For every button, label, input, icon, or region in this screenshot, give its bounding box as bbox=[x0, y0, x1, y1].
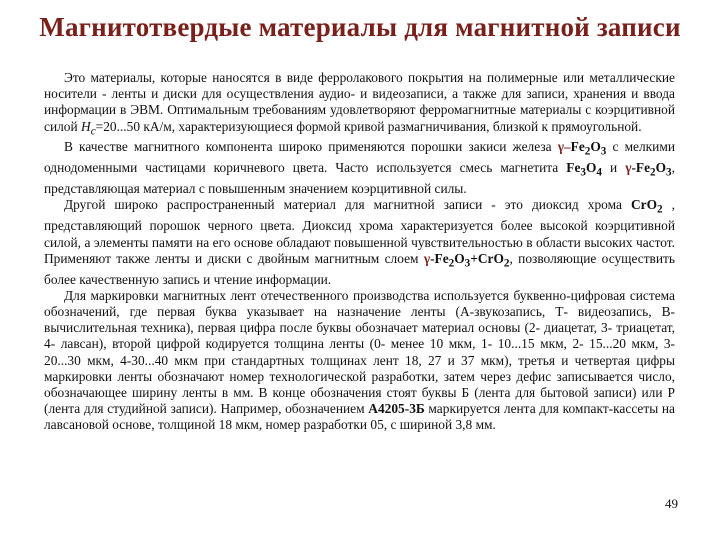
formula-subscript: 3 bbox=[666, 167, 672, 180]
paragraph-definition bbox=[44, 70, 675, 139]
formula-fe2o3 bbox=[570, 139, 607, 159]
text: Другой широко распространенный материал для магнитной записи - это диоксид хрома bbox=[64, 197, 631, 213]
formula-subscript: 3 bbox=[580, 167, 586, 180]
formula-part: +CrO bbox=[470, 250, 504, 266]
slide-body bbox=[44, 70, 675, 434]
formula-part: -Fe bbox=[430, 250, 449, 266]
page-number: 49 bbox=[665, 496, 678, 511]
formula-subscript: 2 bbox=[584, 146, 591, 159]
formula-double-layer bbox=[423, 250, 510, 270]
formula-subscript: 2 bbox=[650, 167, 656, 180]
slide-title: Магнитотвердые материалы для магнитной записи bbox=[39, 12, 681, 42]
gamma-symbol: γ– bbox=[557, 139, 571, 155]
formula-part: CrO bbox=[630, 197, 658, 213]
formula-part: Fe bbox=[570, 139, 585, 155]
formula-part: O bbox=[590, 139, 601, 155]
formula-subscript: 3 bbox=[600, 146, 607, 159]
gamma-symbol: γ bbox=[423, 250, 431, 266]
formula-subscript: 4 bbox=[596, 167, 602, 180]
paragraph-tape-marking bbox=[44, 288, 675, 434]
coercivity-symbol bbox=[81, 118, 96, 138]
formula-cro2 bbox=[630, 197, 663, 217]
formula-gamma-fe2o3 bbox=[625, 160, 672, 180]
text: маркируется лента для компакт-кассеты на лавсановой основе, толщиной 18 мкм, номер разработки 05, с шириной 3,8 мм. bbox=[44, 401, 675, 433]
formula-part: O bbox=[655, 160, 667, 176]
text: В качестве магнитного компонента широко применяются порошки закиси железа bbox=[64, 139, 558, 155]
text: и bbox=[601, 160, 626, 176]
coercivity-letter: H bbox=[81, 118, 91, 134]
formula-part: -Fe bbox=[631, 160, 651, 176]
paragraph-chromium-dioxide bbox=[44, 197, 675, 287]
coercivity-subscript: c bbox=[90, 125, 96, 138]
paragraph-iron-oxide bbox=[44, 139, 675, 197]
formula-subscript: 2 bbox=[448, 257, 455, 270]
gamma-symbol: γ bbox=[625, 160, 632, 176]
formula-subscript: 2 bbox=[657, 204, 663, 217]
text: с мелкими однодоменными частицами коричневого цвета. Часто используется смесь магнетита bbox=[44, 139, 675, 176]
text: , представляющая материал с повышенным значением коэрцитивной силы. bbox=[44, 160, 675, 197]
formula-part: Fe bbox=[566, 160, 581, 176]
formula-part: O bbox=[454, 250, 465, 266]
formula-part: O bbox=[585, 160, 597, 176]
text: Для маркировки магнитных лент отечественного производства используется буквенно-цифровая система обозначений, где первая буква указывает на назначение ленты (А-звукозапись, Т- видеозапись, В- вычислительная техника), первая цифра после буквы обозначает материал основы (2- диацетат, 3- триацетат, 4- лавсан), второй цифрой кодируется толщина ленты (0- менее 10 мкм, 1- 10...15 мкм, 2- 15...20 мкм, 3- 20...30 мкм, 4-30...40 мкм при стандартных толщинах лент 18, 27 и 37 мкм), третья и четвертая цифры маркировки ленты обозначают номер технологической разработки, затем через дефис записывается число, обозначающее ширину ленты в мм. В конце обозначения стоят буквы Б (лента для бытовой записи) или Р (лента для студийной записи). Например, обозначением bbox=[44, 287, 675, 417]
text: , позволяющие осуществить более качественную запись и чтение информации. bbox=[44, 250, 675, 287]
formula-subscript: 2 bbox=[503, 257, 510, 270]
formula-fe3o4 bbox=[566, 160, 602, 180]
text: =20...50 кА/м, характеризующиеся формой кривой размагничивания, близкой к прямоугольной. bbox=[95, 118, 642, 134]
text: Это материалы, которые наносятся в виде ферролакового покрытия на полимерные или металлические носители - ленты и диски для осуществления аудио- и видеозаписи, а также для записи, хранения и ввода информации в ЭВМ. Оптимальным требованиям удовлетворяют ферромагнитные материалы с коэрцитивной силой bbox=[44, 70, 675, 134]
formula-subscript: 3 bbox=[464, 257, 471, 270]
tape-code: А4205-3Б bbox=[368, 401, 425, 417]
text: , представляющий порошок черного цвета. Диоксид хрома характеризуется более высокой коэрцитивной силой, а элементы памяти на его основе обладают повышенной чувствительностью в области высоких частот. Применяют также ленты и диски с двойным магнитным слоем bbox=[44, 197, 675, 266]
